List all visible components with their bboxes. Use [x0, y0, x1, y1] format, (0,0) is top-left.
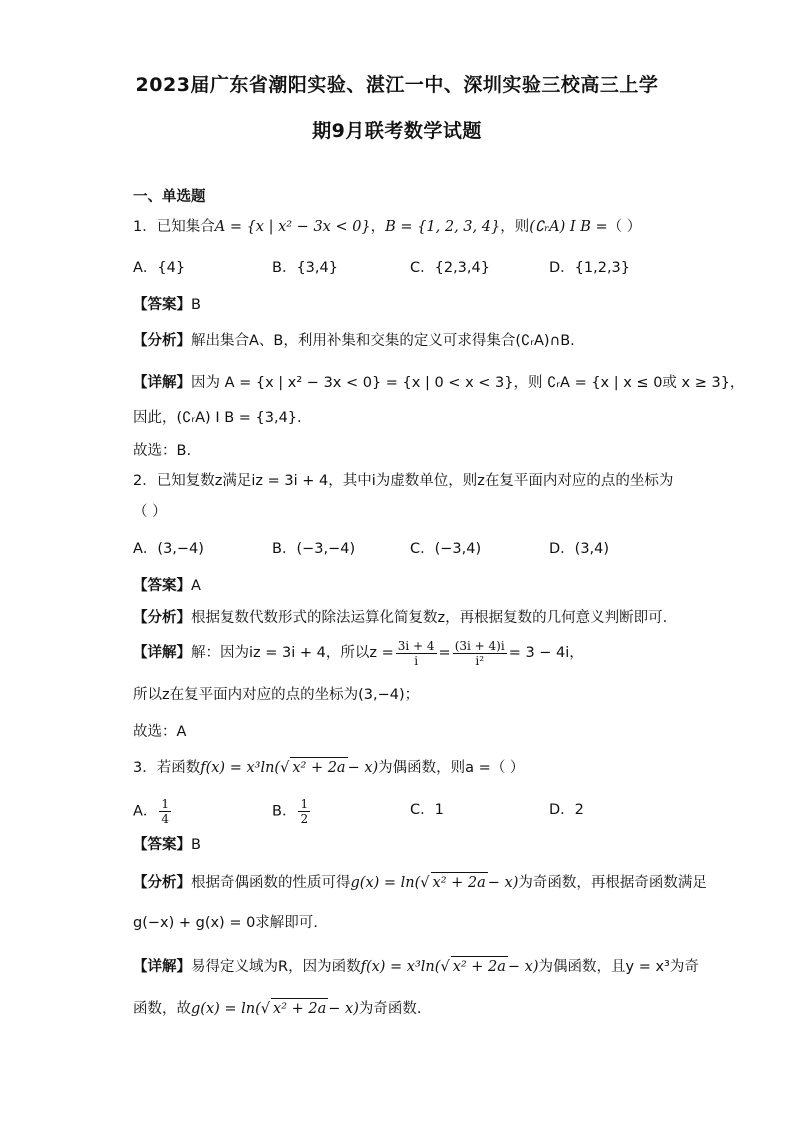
q3-stem — [133, 757, 524, 778]
q3-detail-tail: − x) — [507, 959, 539, 975]
q2-detail-tag: 【详解】 — [133, 645, 191, 661]
q3-detail-line2 — [133, 998, 421, 1019]
q3-analysis — [133, 872, 707, 893]
sqrt-sign: √ — [420, 875, 430, 891]
q2-analysis — [133, 608, 667, 628]
sqrt-sign: √ — [440, 959, 450, 975]
q3-detail2-pre: 函数，故 — [133, 1001, 191, 1017]
q3-analysis-tag: 【分析】 — [133, 875, 191, 891]
q2-analysis-text: 根据复数代数形式的除法运算化简复数z，再根据复数的几何意义判断即可. — [191, 610, 668, 626]
q1-analysis-text: 解出集合A、B，利用补集和交集的定义可求得集合(∁ᵣA)∩B. — [191, 333, 575, 349]
q1-analysis-tag: 【分析】 — [133, 333, 191, 349]
q1-set-b: B = {1, 2, 3, 4} — [385, 219, 501, 235]
q2-option-c: C．(−3,4) — [410, 541, 482, 557]
q2-option-d: D．(3,4) — [549, 541, 610, 557]
q1-mid: ，则 — [500, 219, 530, 235]
q2-detail-pre: 解：因为iz = 3i + 4，所以z = — [191, 645, 394, 661]
q1-stem — [133, 217, 641, 237]
q1-detail-text: 因为 A = {x | x² − 3x < 0} = {x | 0 < x < 3}，则 ∁ᵣA = {x | x ≤ 0或 x ≥ 3}， — [191, 375, 745, 391]
q1-analysis — [133, 331, 575, 351]
q3-analysis-tail: − x) — [487, 875, 519, 891]
q2-option-a: A．(3,−4) — [133, 541, 204, 557]
q2-detail — [133, 636, 584, 670]
q3-detail-pre: 易得定义域为R，因为函数 — [191, 959, 361, 975]
q3-analysis-g: g(x) = ln( — [350, 875, 421, 891]
q1-answer-tag: 【答案】 — [133, 297, 191, 313]
q1-answer — [133, 295, 201, 315]
q1-set-a: A = {x | x² − 3x < 0} — [214, 219, 371, 235]
q3-option-c: C．1 — [410, 802, 444, 818]
q2-frac2-den: i² — [475, 653, 485, 668]
q1-detail-tag: 【详解】 — [133, 375, 191, 391]
q3-tail: − x) — [347, 760, 379, 776]
q3-opt-a-label: A． — [133, 803, 158, 820]
q3-opt-b-label: B． — [272, 803, 297, 820]
q3-analysis-line2: g(−x) + g(x) = 0求解即可. — [133, 915, 318, 931]
q3-detail2-g: g(x) = ln( — [191, 1001, 261, 1017]
q2-fraction-2 — [453, 639, 507, 668]
q1-option-d: D．{1,2,3} — [549, 260, 631, 276]
q2-answer-value: A — [191, 578, 201, 594]
q3-option-b — [272, 797, 312, 826]
q1-option-a: A．{4} — [133, 260, 186, 276]
doc-title-line1: 2023届广东省潮阳实验、湛江一中、深圳实验三校高三上学 — [135, 74, 659, 96]
q3-opt-a-frac — [159, 797, 171, 826]
q1-detail — [133, 373, 744, 393]
q2-frac1-den: i — [414, 653, 419, 668]
q3-analysis-post: 为奇函数，再根据奇函数满足 — [518, 875, 707, 891]
q3-detail2-sqrt: x² + 2a — [271, 998, 328, 1019]
q1-post: =（ ） — [590, 219, 642, 235]
q3-answer — [133, 835, 201, 855]
q2-detail-line2: 所以z在复平面内对应的点的坐标为(3,−4)； — [133, 687, 420, 703]
q3-opt-b-frac — [298, 797, 310, 826]
q3-detail-sqrt: x² + 2a — [451, 956, 508, 977]
q3-option-a — [133, 797, 173, 826]
q3-opt-b-den: 2 — [300, 812, 309, 826]
q1-choose: 故选：B. — [133, 443, 192, 459]
q2-stem: 2．已知复数z满足iz = 3i + 4，其中i为虚数单位，则z在复平面内对应的点的坐标为 — [133, 473, 674, 489]
q3-detail2-tail: − x) — [328, 1001, 359, 1017]
q3-opt-b-num: 1 — [300, 797, 309, 811]
q3-answer-value: B — [191, 837, 201, 853]
doc-title-line2: 期9月联考数学试题 — [312, 120, 482, 142]
q2-frac1-num: 3i + 4 — [397, 638, 435, 653]
q1-sep: ， — [370, 219, 386, 235]
q2-answer — [133, 576, 201, 596]
q2-frac2-num: (3i + 4)i — [454, 638, 505, 653]
q1-stem-pre: 1．已知集合 — [133, 219, 215, 235]
sqrt-sign: √ — [280, 760, 290, 776]
q3-analysis-pre: 根据奇偶函数的性质可得 — [191, 875, 351, 891]
q3-opt-a-num: 1 — [161, 797, 170, 811]
q3-detail-fx: f(x) = x³ln( — [360, 959, 441, 975]
q2-detail-post: = 3 − 4i， — [508, 645, 584, 661]
q3-fx: f(x) = x³ln( — [200, 760, 281, 776]
q3-detail2-post: 为奇函数. — [358, 1001, 422, 1017]
q3-stem-post: 为偶函数，则a =（ ） — [378, 760, 525, 776]
q3-analysis-sqrt: x² + 2a — [431, 872, 488, 893]
q1-option-c: C．{2,3,4} — [410, 260, 490, 276]
q2-option-b: B．(−3,−4) — [272, 541, 356, 557]
q3-detail-tag: 【详解】 — [133, 959, 191, 975]
sqrt-sign: √ — [260, 1001, 271, 1017]
q2-answer-tag: 【答案】 — [133, 578, 191, 594]
section-heading: 一、单选题 — [133, 189, 206, 205]
q3-detail-post: 为偶函数，且y = x³为奇 — [538, 959, 699, 975]
q2-choose: 故选：A — [133, 724, 187, 740]
q3-detail — [133, 956, 699, 977]
q2-fraction-1 — [396, 639, 437, 668]
q1-expr: (∁ᵣA) I B — [529, 219, 591, 235]
q2-analysis-tag: 【分析】 — [133, 610, 191, 626]
q3-option-d: D．2 — [549, 802, 584, 818]
q1-detail-line2: 因此，(∁ᵣA) I B = {3,4}. — [133, 410, 302, 426]
q3-sqrt: x² + 2a — [290, 757, 347, 778]
q2-eq: = — [438, 645, 451, 661]
q2-stem-paren: （ ） — [133, 504, 167, 520]
q3-answer-tag: 【答案】 — [133, 837, 191, 853]
q1-answer-value: B — [191, 297, 201, 313]
q1-option-b: B．{3,4} — [272, 260, 338, 276]
q3-stem-pre: 3．若函数 — [133, 760, 201, 776]
q3-opt-a-den: 4 — [161, 812, 170, 826]
